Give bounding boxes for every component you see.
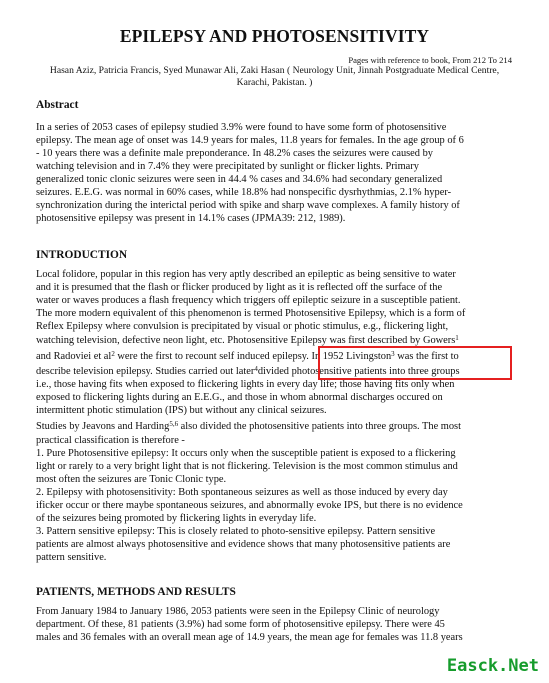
- authors-line-1: Hasan Aziz, Patricia Francis, Syed Munawar Ali, Zaki Hasan ( Neurology Unit, Jinnah Postgraduate Medical Centre,: [49, 65, 500, 76]
- authors-line-2: Karachi, Pakistan. ): [236, 76, 313, 88]
- intro-line: intermittent photic stimulation (IPS) but without any clinical seizures.: [36, 405, 327, 416]
- introduction-heading: INTRODUCTION: [36, 249, 128, 261]
- intro-line: and it is presumed that the flash or flicker produced by light as it is reflected off the surface of the: [36, 282, 443, 293]
- intro-line: of the seizures being promoted by flickering lights in everyday life.: [36, 513, 317, 524]
- intro-line: ificker occur or there maybe spontaneous seizures, and abnormally evoke IPS, but there is no evidence: [36, 500, 463, 511]
- abstract-line: generalized tonic clonic seizures were seen in 44.4 % cases and 34.6% had secondary generalized: [36, 174, 443, 185]
- abstract-line: In a series of 2053 cases of epilepsy studied 3.9% were found to have some form of photosensitive: [36, 122, 447, 133]
- citation-superscript: 2: [111, 350, 115, 358]
- intro-text: describe television epilepsy. Studies carried out later: [36, 366, 255, 377]
- abstract-line: photosensitive epilepsy was present in 14.1% cases (JPMA39: 212, 1989).: [36, 213, 346, 224]
- intro-line: exposed to flickering lights during an E.E.G., and those in whom abnormal discharges occured on: [36, 392, 443, 403]
- intro-line: Reflex Epilepsy where convulsion is precipitated by visual or photic stimulus, e.g., flickering light,: [36, 321, 449, 332]
- abstract-line: seizures. E.E.G. was normal in 60% cases, while 18.8% had nonspecific dysrhythmias, 2.1% hyper-: [36, 187, 452, 198]
- classification-item: 1. Pure Photosensitive epilepsy: It occurs only when the susceptible patient is exposed to a flickering: [36, 448, 456, 459]
- site-watermark: Easck.Net: [446, 656, 539, 676]
- citation-superscript: 4: [254, 365, 258, 373]
- intro-text: and Radoviei et al: [36, 351, 112, 362]
- abstract-line: watching television and in 7.4% they were precipitated by sunlight or flicker lights. Primary: [36, 161, 419, 172]
- methods-heading: PATIENTS, METHODS AND RESULTS: [36, 586, 236, 598]
- intro-text: divided photosensitive patients into three groups: [257, 366, 460, 377]
- citation-superscript: 5,6: [169, 420, 179, 428]
- citation-superscript: 1: [455, 334, 459, 342]
- classification-item: 2. Epilepsy with photosensitivity: Both spontaneous seizures as well as those induced by every day: [36, 487, 448, 498]
- abstract-line: - 10 years there was a definite male preponderance. In 48.2% cases the seizures were caused by: [36, 148, 433, 159]
- abstract-heading: Abstract: [36, 99, 79, 111]
- methods-line: males and 36 females with an overall mean age of 14.9 years, the mean age for females was 11.8 years: [36, 632, 463, 643]
- pages-reference-note: Pages with reference to book, From 212 To 214: [348, 55, 512, 65]
- intro-text: also divided the photosensitive patients into three groups. The most: [178, 421, 461, 432]
- intro-line: The more modern equivalent of this phenomenon is termed Photosensitive Epilepsy, which is a form of: [36, 308, 466, 319]
- intro-line: patients are almost always photosensitive and evidence shows that many photosensitive patients are: [36, 539, 451, 550]
- intro-line: light or rarely to a very bright light that is not flickering. Television is the most common stimulus and: [36, 461, 458, 472]
- methods-line: From January 1984 to January 1986, 2053 patients were seen in the Epilepsy Clinic of neurology: [36, 606, 440, 617]
- intro-line: practical classification is therefore -: [36, 435, 185, 446]
- abstract-line: synchronization during the interictal period with spike and sharp wave complexes. A family history of: [36, 200, 460, 211]
- intro-text: Studies by Jeavons and Harding: [36, 421, 170, 432]
- intro-text: watching television, defective neon light, etc. Photosensitive Epilepsy was first described by Gowers: [36, 335, 456, 346]
- intro-text: were the first to recount self induced epilepsy. In 1952 Livingston: [114, 351, 392, 362]
- intro-line: most often the seizures are Tonic Clonic type.: [36, 474, 227, 485]
- intro-line: water or waves produces a flash frequency which triggers off epileptic seizure in a susceptible patient.: [36, 295, 461, 306]
- intro-line: Local folidore, popular in this region has very aptly described an epileptic as being sensitive to water: [36, 269, 456, 280]
- intro-line: i.e., those having fits when exposed to flickering lights in every day life; those having fits only when: [36, 379, 455, 390]
- methods-line: department. Of these, 81 patients (3.9%) had some form of photosensitive epilepsy. There were 45: [36, 619, 445, 630]
- intro-line: pattern sensitive.: [36, 552, 107, 563]
- paper-title: EPILEPSY AND PHOTOSENSITIVITY: [119, 26, 430, 46]
- intro-line: [36, 420, 461, 433]
- author-affiliation: [32, 65, 517, 88]
- highlight-annotation-box: [318, 346, 512, 380]
- classification-item: 3. Pattern sensitive epilepsy: This is closely related to photo-sensitive epilepsy. Pattern sensitive: [36, 526, 436, 537]
- citation-superscript: 3: [391, 350, 395, 358]
- abstract-line: epilepsy. The mean age of onset was 14.9 years for males, 11.8 years for females. In the age group of 6: [36, 135, 464, 146]
- intro-text: was the first to: [394, 351, 459, 362]
